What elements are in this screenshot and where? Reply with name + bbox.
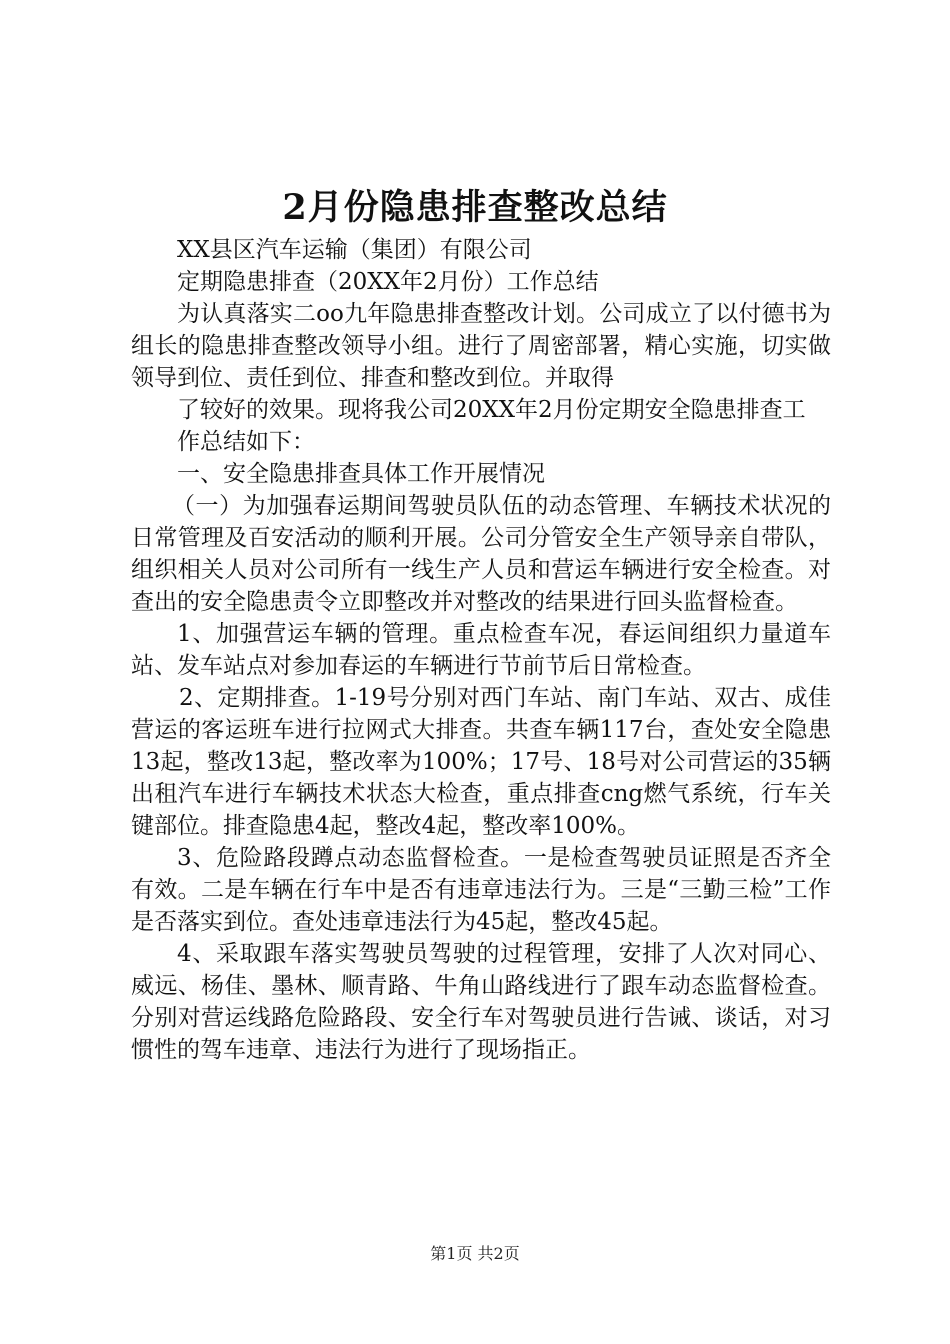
- document-title: 2月份隐患排查整改总结: [282, 187, 668, 228]
- item-2: 2、定期排查。1-19号分别对西门车站、南门车站、双古、成佳营运的客运班车进行拉网式大排查。共查车辆117台，查处安全隐患13起，整改13起，整改率为100%；17号、18号对公司营运的35辆出租汽车进行车辆技术状态大检查，重点排查cng燃气系统，行车关键部位。排查隐患4起，整改4起，整改率100%。: [131, 685, 831, 839]
- report-subtitle: 定期隐患排查（20XX年2月份）工作总结: [177, 269, 599, 295]
- section-heading-1: 一、安全隐患排查具体工作开展情况: [177, 461, 545, 487]
- item-1: 1、加强营运车辆的管理。重点检查车况，春运间组织力量道车站、发车站点对参加春运的车辆进行节前节后日常检查。: [131, 621, 831, 679]
- item-4: 4、采取跟车落实驾驶员驾驶的过程管理，安排了人次对同心、威远、杨佳、墨林、顺青路、牛角山路线进行了跟车动态监督检查。分别对营运线路危险路段、安全行车对驾驶员进行告诫、谈话，对习惯性的驾车违章、违法行为进行了现场指正。: [131, 941, 831, 1063]
- paragraph-intro: 为认真落实二oo九年隐患排查整改计划。公司成立了以付德书为组长的隐患排查整改领导小组。进行了周密部署，精心实施，切实做领导到位、责任到位、排查和整改到位。并取得: [131, 301, 831, 391]
- item-3: 3、危险路段蹲点动态监督检查。一是检查驾驶员证照是否齐全有效。二是车辆在行车中是否有违章违法行为。三是“三勤三检”工作是否落实到位。查处违章违法行为45起，整改45起。: [131, 845, 831, 935]
- subsection-1: （一）为加强春运期间驾驶员队伍的动态管理、车辆技术状况的日常管理及百安活动的顺利开展。公司分管安全生产领导亲自带队，组织相关人员对公司所有一线生产人员和营运车辆进行安全检查。对查出的安全隐患责令立即整改并对整改的结果进行回头监督检查。: [131, 493, 831, 615]
- paragraph-summary-lead: 作总结如下：: [177, 429, 315, 455]
- paragraph-intro-continued: 了较好的效果。现将我公司20XX年2月份定期安全隐患排查工: [177, 397, 806, 423]
- document-body: [131, 234, 831, 1066]
- page-footer: 第1页 共2页: [430, 1244, 520, 1263]
- company-name: XX县区汽车运输（集团）有限公司: [177, 237, 532, 263]
